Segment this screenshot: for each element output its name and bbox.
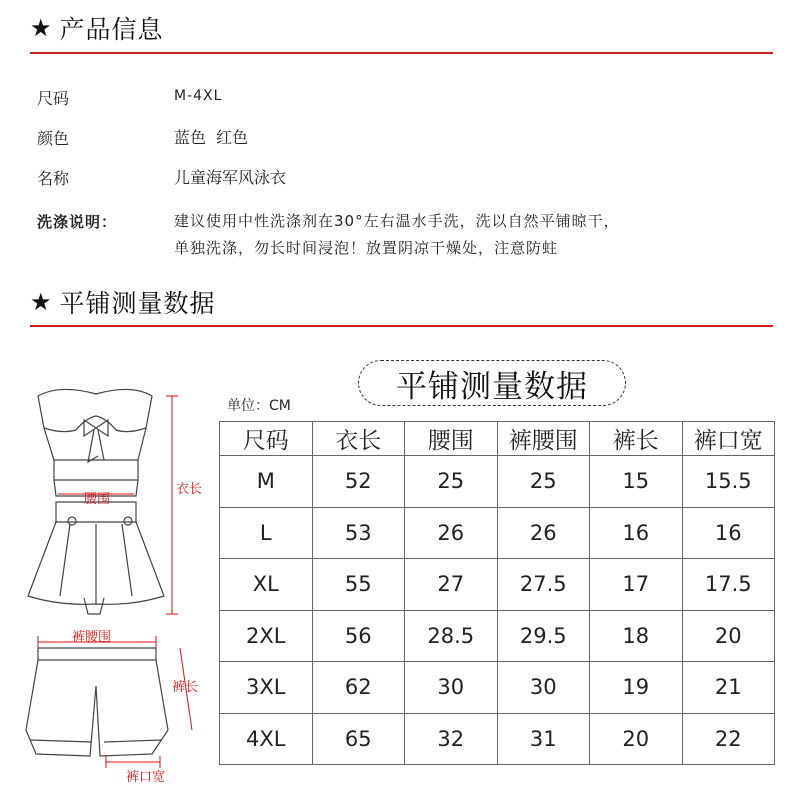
- table-cell: 26: [405, 507, 498, 559]
- col-header: 腰围: [405, 422, 498, 456]
- table-cell: XL: [220, 559, 313, 611]
- section-divider: [30, 52, 773, 54]
- table-cell: 52: [312, 456, 405, 508]
- col-header: 衣长: [312, 422, 405, 456]
- table-row: [220, 507, 775, 559]
- table-cell: 56: [312, 610, 405, 662]
- table-cell: 53: [312, 507, 405, 559]
- table-cell: 28.5: [405, 610, 498, 662]
- table-cell: 31: [497, 713, 590, 765]
- color-label: 颜色: [37, 129, 70, 148]
- col-header: 裤长: [590, 422, 683, 456]
- table-cell: 15: [590, 456, 683, 508]
- table-cell: 25: [497, 456, 590, 508]
- measure-title: 平铺测量数据: [59, 289, 216, 318]
- table-cell: 20: [590, 713, 683, 765]
- table-row: [220, 662, 775, 714]
- table-cell: 2XL: [220, 610, 313, 662]
- dress-length-label: 衣长: [176, 482, 203, 497]
- col-header: 裤腰围: [497, 422, 590, 456]
- star-icon: ★: [30, 14, 52, 42]
- col-header: 裤口宽: [682, 422, 775, 456]
- measure-heading: [30, 284, 216, 320]
- table-cell: 62: [312, 662, 405, 714]
- measure-badge: [358, 360, 626, 406]
- size-label: 尺码: [37, 89, 70, 108]
- table-cell: 29.5: [497, 610, 590, 662]
- washing-line-2: 单独洗涤，勿长时间浸泡！放置阴凉干燥处，注意防蛀: [174, 239, 559, 257]
- table-cell: 26: [497, 507, 590, 559]
- pants-length-label: 裤长: [172, 680, 199, 695]
- table-cell: 30: [405, 662, 498, 714]
- waist-label: 腰围: [84, 492, 111, 507]
- size-table: [219, 421, 775, 765]
- star-icon: ★: [30, 288, 52, 316]
- table-cell: 18: [590, 610, 683, 662]
- table-row: [220, 610, 775, 662]
- table-cell: M: [220, 456, 313, 508]
- table-cell: 22: [682, 713, 775, 765]
- table-cell: 17.5: [682, 559, 775, 611]
- table-cell: 27: [405, 559, 498, 611]
- section-divider: [30, 325, 773, 327]
- size-value: M-4XL: [174, 88, 223, 104]
- washing-line-1: 建议使用中性洗涤剂在30°左右温水手洗，洗以自然平铺晾干，: [174, 212, 620, 230]
- table-cell: L: [220, 507, 313, 559]
- table-cell: 21: [682, 662, 775, 714]
- garment-illustration: [0, 370, 220, 800]
- table-cell: 19: [590, 662, 683, 714]
- table-cell: 20: [682, 610, 775, 662]
- measure-badge-text: 平铺测量数据: [396, 368, 588, 405]
- garment-diagram: [0, 370, 220, 800]
- product-info-heading: [30, 10, 164, 46]
- table-cell: 16: [682, 507, 775, 559]
- pants-waist-label: 裤腰围: [72, 630, 112, 645]
- color-value: 蓝色 红色: [174, 128, 249, 147]
- table-header-row: [220, 422, 775, 456]
- table-row: [220, 559, 775, 611]
- table-cell: 55: [312, 559, 405, 611]
- table-cell: 17: [590, 559, 683, 611]
- table-cell: 65: [312, 713, 405, 765]
- washing-label: 洗涤说明：: [37, 213, 118, 231]
- table-cell: 16: [590, 507, 683, 559]
- table-cell: 27.5: [497, 559, 590, 611]
- table-cell: 15.5: [682, 456, 775, 508]
- table-cell: 30: [497, 662, 590, 714]
- table-cell: 3XL: [220, 662, 313, 714]
- name-label: 名称: [37, 169, 70, 188]
- product-info-title: 产品信息: [59, 15, 164, 44]
- leg-opening-label: 裤口宽: [126, 770, 166, 785]
- table-row: [220, 456, 775, 508]
- table-cell: 25: [405, 456, 498, 508]
- col-header: 尺码: [220, 422, 313, 456]
- unit-label: 单位：CM: [227, 398, 291, 414]
- table-row: [220, 713, 775, 765]
- table-cell: 4XL: [220, 713, 313, 765]
- name-value: 儿童海军风泳衣: [174, 168, 287, 187]
- table-cell: 32: [405, 713, 498, 765]
